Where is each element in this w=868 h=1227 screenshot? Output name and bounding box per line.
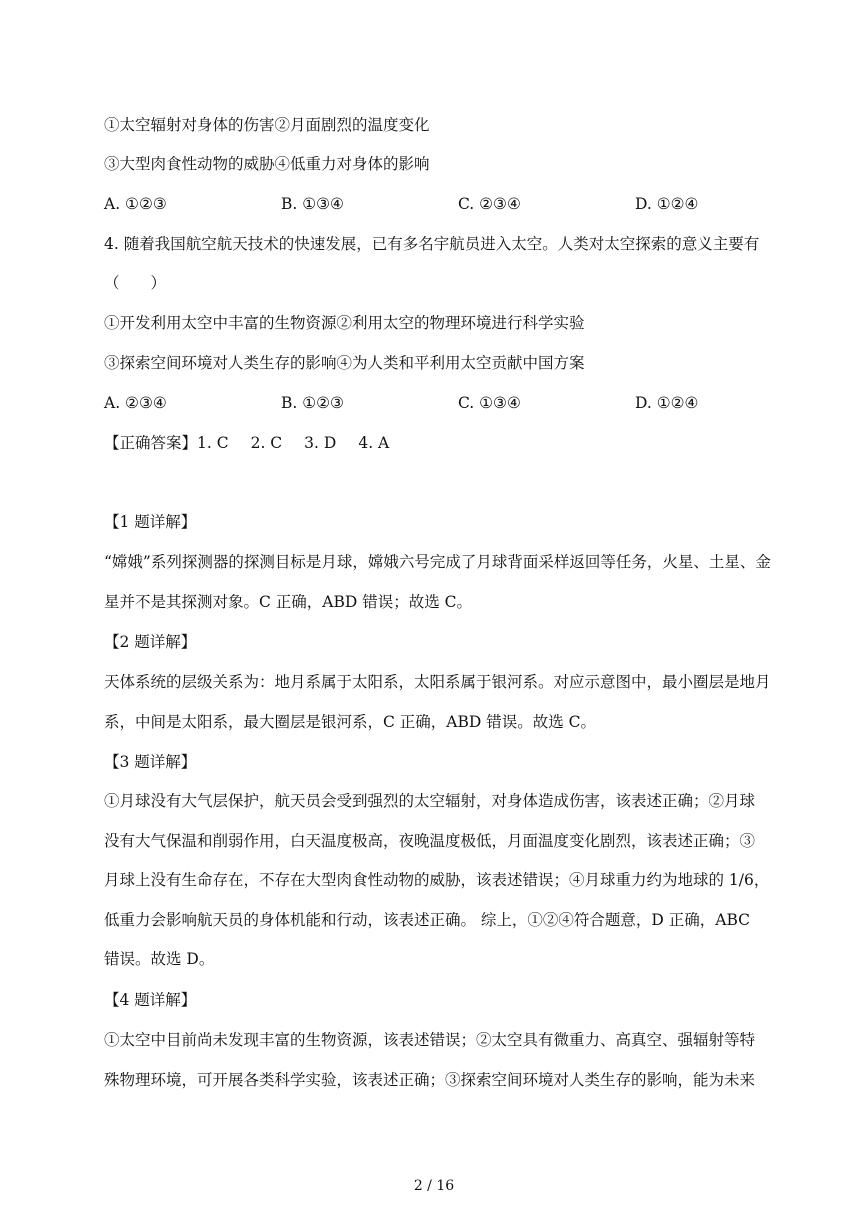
answer-key xyxy=(104,432,764,454)
explanation-heading: 【2 题详解】 xyxy=(104,633,197,651)
answer-item: 4. A xyxy=(358,434,390,452)
explanation-line: “嫦娥”系列探测器的探测目标是月球，嫦娥六号完成了月球背面采样返回等任务，火星、土星、金 xyxy=(104,553,771,571)
explanation-line: 月球上没有生命存在，不存在大型肉食性动物的威胁，该表述错误；④月球重力约为地球的 1/6， xyxy=(104,871,770,889)
q3-option-c: C. ②③④ xyxy=(458,195,521,213)
explanation-line: 低重力会影响航天员的身体机能和行动，该表述正确。 综上，①②④符合题意，D 正确，ABC xyxy=(104,911,751,929)
explanation-heading: 【3 题详解】 xyxy=(104,753,197,771)
explanation-line: 错误。故选 D。 xyxy=(104,950,215,968)
q3-option-d: D. ①②④ xyxy=(635,195,699,213)
answer-label: 【正确答案】 xyxy=(104,434,198,452)
q3-option-b: B. ①③④ xyxy=(281,195,344,213)
explanation-line: ①太空中目前尚未发现丰富的生物资源，该表述错误；②太空具有微重力、高真空、强辐射等特 xyxy=(104,1031,756,1049)
page-number: 2 / 16 xyxy=(413,1178,455,1194)
explanation-line: 天体系统的层级关系为：地月系属于太阳系，太阳系属于银河系。对应示意图中，最小圈层是地月 xyxy=(104,673,771,691)
q3-item-line: ③大型肉食性动物的威胁④低重力对身体的影响 xyxy=(104,155,430,173)
q4-option-c: C. ①③④ xyxy=(458,394,521,412)
answer-item: 3. D xyxy=(304,434,337,452)
q4-stem: 4. 随着我国航空航天技术的快速发展，已有多名宇航员进入太空。人类对太空探索的意义主要有 xyxy=(104,235,760,253)
q4-item-line: ①开发利用太空中丰富的生物资源②利用太空的物理环境进行科学实验 xyxy=(104,314,585,332)
q3-item-line: ①太空辐射对身体的伤害②月面剧烈的温度变化 xyxy=(104,116,430,134)
q4-option-a: A. ②③④ xyxy=(104,394,167,412)
q4-option-b: B. ①②③ xyxy=(281,394,344,412)
explanation-heading: 【4 题详解】 xyxy=(104,991,197,1009)
explanation-line: ①月球没有大气层保护，航天员会受到强烈的太空辐射，对身体造成伤害，该表述正确；②月球 xyxy=(104,792,756,810)
explanation-line: 系，中间是太阳系，最大圈层是银河系，C 正确，ABD 错误。故选 C。 xyxy=(104,713,597,731)
answer-item: 1. C xyxy=(197,434,229,452)
q4-option-d: D. ①②④ xyxy=(635,394,699,412)
q4-stem-blank: （ ） xyxy=(104,274,167,292)
explanation-line: 殊物理环境，可开展各类科学实验，该表述正确；③探索空间环境对人类生存的影响，能为未来 xyxy=(104,1071,756,1089)
explanation-line: 没有大气保温和削弱作用，白天温度极高，夜晚温度极低，月面温度变化剧烈，该表述正确；③ xyxy=(104,832,756,850)
explanation-line: 星并不是其探测对象。C 正确，ABD 错误；故选 C。 xyxy=(104,593,473,611)
q4-item-line: ③探索空间环境对人类生存的影响④为人类和平利用太空贡献中国方案 xyxy=(104,354,585,372)
explanation-heading: 【1 题详解】 xyxy=(104,513,197,531)
q3-option-a: A. ①②③ xyxy=(104,195,167,213)
answer-item: 2. C xyxy=(250,434,283,452)
